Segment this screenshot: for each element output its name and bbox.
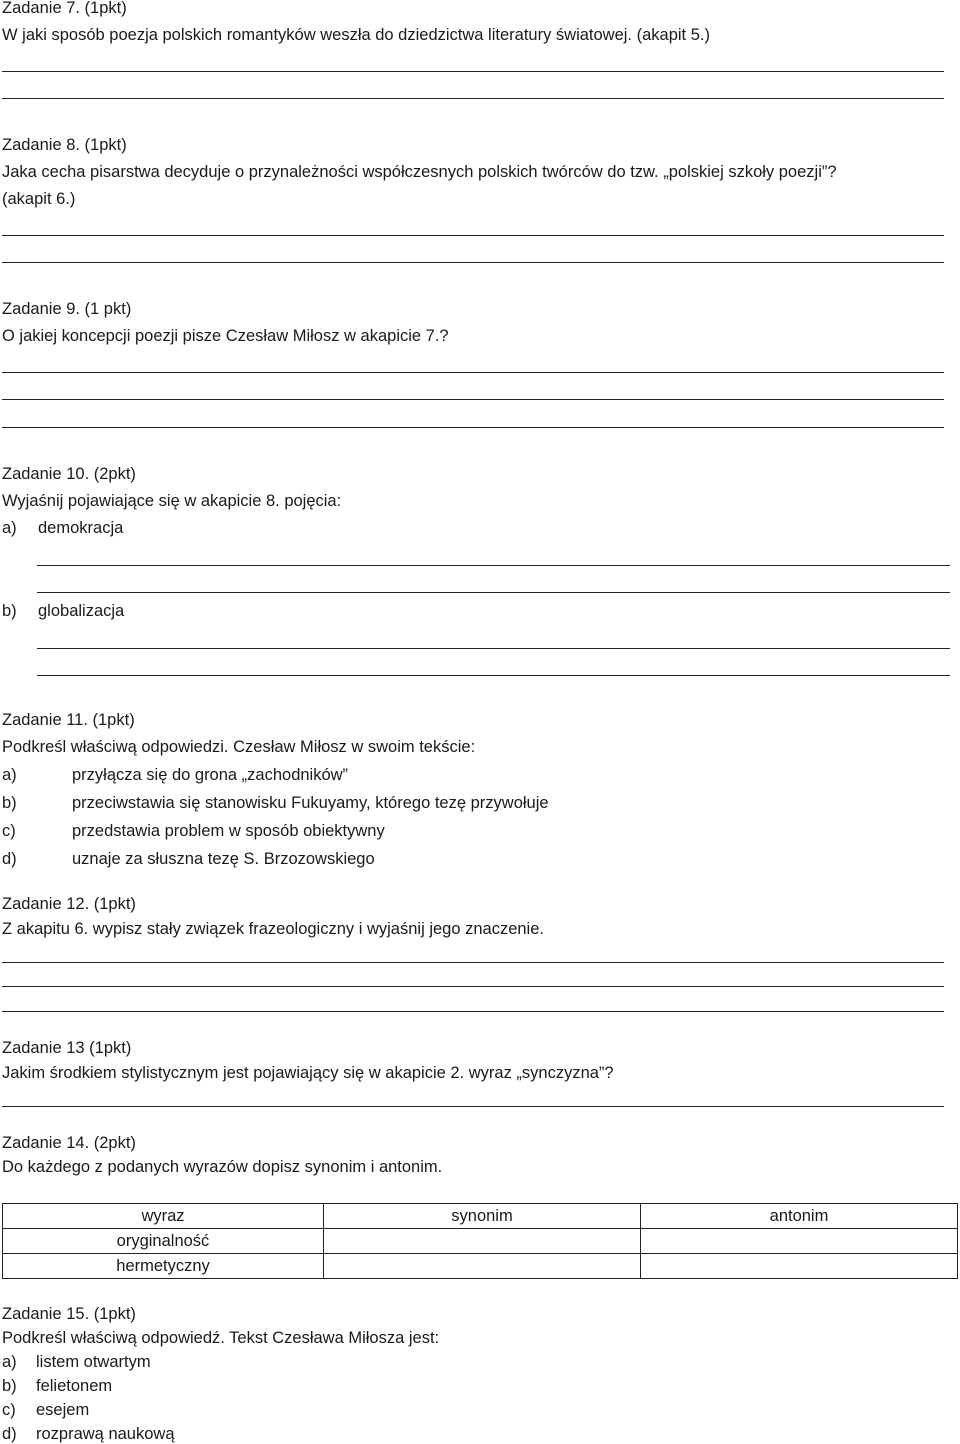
- task-8-question-cont: (akapit 6.): [2, 190, 76, 208]
- option-text: esejem: [36, 1401, 90, 1419]
- option-text: uznaje za słuszna tezę S. Brzozowskiego: [72, 850, 375, 868]
- answer-line[interactable]: [2, 71, 944, 72]
- header-synonim: synonim: [324, 1204, 641, 1229]
- task-10-title: Zadanie 10. (2pkt): [2, 465, 136, 483]
- item-label: b): [2, 602, 17, 620]
- item-text: globalizacja: [38, 602, 125, 620]
- antonym-cell[interactable]: [641, 1254, 958, 1279]
- task-15-option-a[interactable]: [2, 1354, 151, 1371]
- task-11-option-b[interactable]: [2, 795, 549, 812]
- task-11-title: Zadanie 11. (1pkt): [2, 711, 135, 729]
- task-10-item-a: [2, 520, 123, 537]
- task-15-option-b[interactable]: [2, 1378, 112, 1395]
- option-text: przedstawia problem w sposób obiektywny: [72, 822, 385, 840]
- task-14-question: Do każdego z podanych wyrazów dopisz synonim i antonim.: [2, 1158, 443, 1176]
- table-row: [3, 1229, 958, 1254]
- option-text: listem otwartym: [36, 1353, 151, 1371]
- task-15-question: Podkreśl właściwą odpowiedź. Tekst Czesława Miłosza jest:: [2, 1329, 440, 1347]
- synonym-antonym-table: [2, 1203, 958, 1279]
- task-7-title: Zadanie 7. (1pkt): [2, 0, 127, 17]
- answer-line[interactable]: [2, 986, 944, 987]
- answer-line[interactable]: [2, 962, 944, 963]
- antonym-cell[interactable]: [641, 1229, 958, 1254]
- option-label: a): [2, 1353, 17, 1371]
- answer-line[interactable]: [2, 235, 944, 236]
- task-9-question: O jakiej koncepcji poezji pisze Czesław Miłosz w akapicie 7.?: [2, 327, 449, 345]
- answer-line[interactable]: [37, 565, 950, 566]
- table-header-row: [3, 1204, 958, 1229]
- option-label: c): [2, 1401, 16, 1419]
- answer-line[interactable]: [37, 675, 950, 676]
- option-label: d): [2, 1425, 17, 1443]
- header-wyraz: wyraz: [3, 1204, 324, 1229]
- task-15-option-c[interactable]: [2, 1402, 89, 1419]
- item-label: a): [2, 519, 17, 537]
- option-text: felietonem: [36, 1377, 113, 1395]
- task-8-question: Jaka cecha pisarstwa decyduje o przynależności współczesnych polskich twórców do tzw. „polskiej szkoły poezji”?: [2, 163, 837, 181]
- task-13-title: Zadanie 13 (1pkt): [2, 1039, 132, 1057]
- answer-line[interactable]: [37, 648, 950, 649]
- task-10-item-b: [2, 603, 124, 620]
- answer-line[interactable]: [2, 427, 944, 428]
- option-text: rozprawą naukową: [36, 1425, 175, 1443]
- task-15-option-d[interactable]: [2, 1426, 175, 1443]
- task-12-title: Zadanie 12. (1pkt): [2, 895, 136, 913]
- task-11-question: Podkreśl właściwą odpowiedzi. Czesław Miłosz w swoim tekście:: [2, 738, 476, 756]
- task-11-option-d[interactable]: [2, 851, 375, 868]
- task-15-title: Zadanie 15. (1pkt): [2, 1305, 136, 1323]
- task-11-option-a[interactable]: [2, 767, 348, 784]
- option-label: c): [2, 822, 16, 840]
- option-label: b): [2, 794, 17, 812]
- task-9-title: Zadanie 9. (1 pkt): [2, 300, 132, 318]
- item-text: demokracja: [38, 519, 124, 537]
- task-11-option-c[interactable]: [2, 823, 385, 840]
- option-label: a): [2, 766, 17, 784]
- option-label: d): [2, 850, 17, 868]
- task-7-question: W jaki sposób poezja polskich romantyków weszła do dziedzictwa literatury światowej. (akapit 5.): [2, 26, 710, 44]
- answer-line[interactable]: [2, 262, 944, 263]
- task-13-question: Jakim środkiem stylistycznym jest pojawiający się w akapicie 2. wyraz „synczyzna”?: [2, 1064, 614, 1082]
- task-8-title: Zadanie 8. (1pkt): [2, 136, 127, 154]
- task-10-question: Wyjaśnij pojawiające się w akapicie 8. pojęcia:: [2, 492, 342, 510]
- answer-line[interactable]: [2, 372, 944, 373]
- task-12-question: Z akapitu 6. wypisz stały związek frazeologiczny i wyjaśnij jego znaczenie.: [2, 920, 544, 938]
- task-14-title: Zadanie 14. (2pkt): [2, 1134, 136, 1152]
- option-text: przyłącza się do grona „zachodników”: [72, 766, 349, 784]
- synonym-cell[interactable]: [324, 1254, 641, 1279]
- option-text: przeciwstawia się stanowisku Fukuyamy, którego tezę przywołuje: [72, 794, 549, 812]
- synonym-cell[interactable]: [324, 1229, 641, 1254]
- header-antonim: antonim: [641, 1204, 958, 1229]
- table-row: [3, 1254, 958, 1279]
- answer-line[interactable]: [2, 1011, 944, 1012]
- answer-line[interactable]: [2, 1106, 944, 1107]
- answer-line[interactable]: [37, 592, 950, 593]
- word-cell: oryginalność: [3, 1229, 324, 1254]
- option-label: b): [2, 1377, 17, 1395]
- answer-line[interactable]: [2, 399, 944, 400]
- answer-line[interactable]: [2, 98, 944, 99]
- word-cell: hermetyczny: [3, 1254, 324, 1279]
